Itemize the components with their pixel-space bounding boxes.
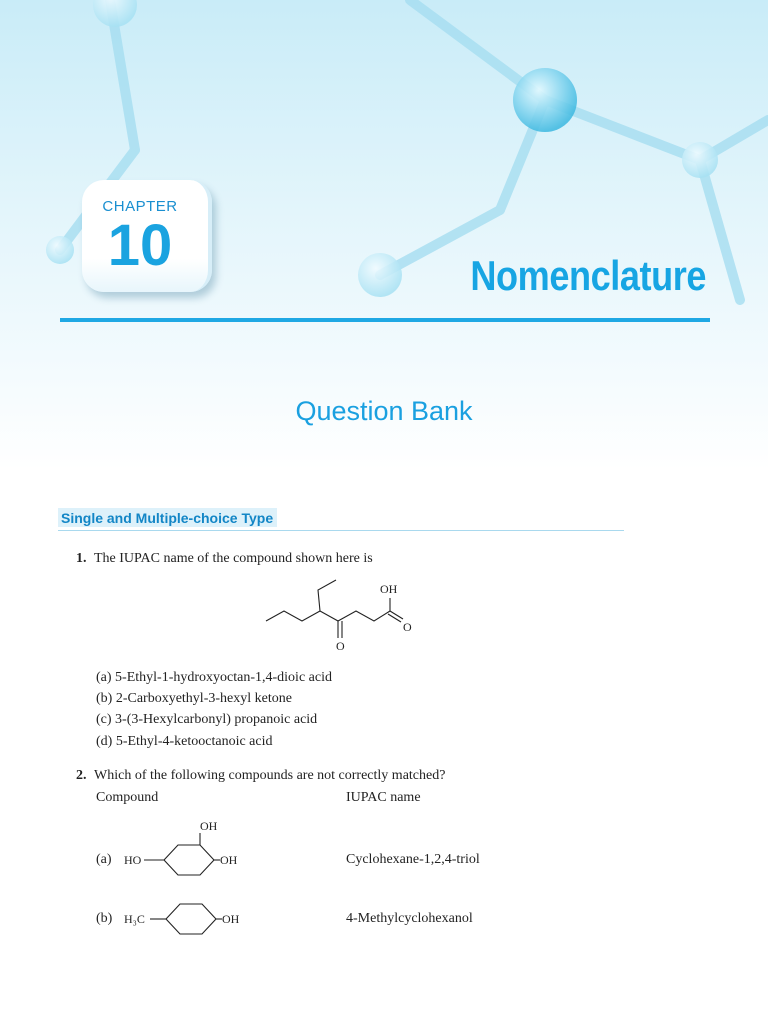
structure-keto-o-label: O [336, 639, 345, 653]
question-2-text: Which of the following compounds are not correctly matched? [94, 768, 446, 783]
question-1-text: The IUPAC name of the compound shown here is [94, 551, 373, 566]
question-bank-label: Question Bank [295, 396, 473, 426]
row-b-right-group: OH [222, 912, 240, 926]
row-a-left-group: HO [124, 853, 142, 867]
question-bank-heading [0, 396, 768, 427]
structure-oh-label: OH [380, 582, 398, 596]
row-b-left-group: H₃C [124, 912, 145, 926]
question-2-row-a-label: (a) [96, 852, 112, 867]
question-1-option-a: (a) 5-Ethyl-1-hydroxyoctan-1,4-dioic acid [96, 670, 332, 685]
row-a-top-group: OH [200, 819, 218, 833]
section-header [58, 508, 624, 531]
chapter-label: CHAPTER [102, 198, 178, 215]
question-2-row-b-structure [120, 889, 250, 949]
title-rule [60, 318, 710, 322]
question-2 [76, 767, 445, 785]
question-1-structure [260, 576, 420, 656]
question-2-row-b-name: 4-Methylcyclohexanol [346, 911, 473, 926]
question-1-option-b: (b) 2-Carboxyethyl-3-hexyl ketone [96, 691, 292, 706]
column-compound: Compound [96, 790, 159, 805]
chapter-number: 10 [107, 213, 173, 278]
chapter-title: Nomenclature [470, 252, 706, 299]
section-title: Single and Multiple-choice Type [58, 508, 277, 527]
row-a-right-group: OH [220, 853, 238, 867]
question-2-row-a-name: Cyclohexane-1,2,4-triol [346, 852, 480, 867]
question-2-row-b-label: (b) [96, 911, 113, 926]
chapter-banner [0, 0, 768, 470]
column-iupac-name: IUPAC name [346, 790, 421, 805]
question-2-row-a-structure [120, 815, 250, 885]
structure-acid-o-label: O [403, 620, 412, 634]
question-2-number: 2. [76, 768, 87, 783]
question-1-option-c: (c) 3-(3-Hexylcarbonyl) propanoic acid [96, 712, 318, 727]
question-1-number: 1. [76, 551, 87, 566]
question-1 [76, 550, 373, 568]
chapter-badge [82, 180, 212, 292]
question-1-option-d: (d) 5-Ethyl-4-ketooctanoic acid [96, 734, 273, 749]
